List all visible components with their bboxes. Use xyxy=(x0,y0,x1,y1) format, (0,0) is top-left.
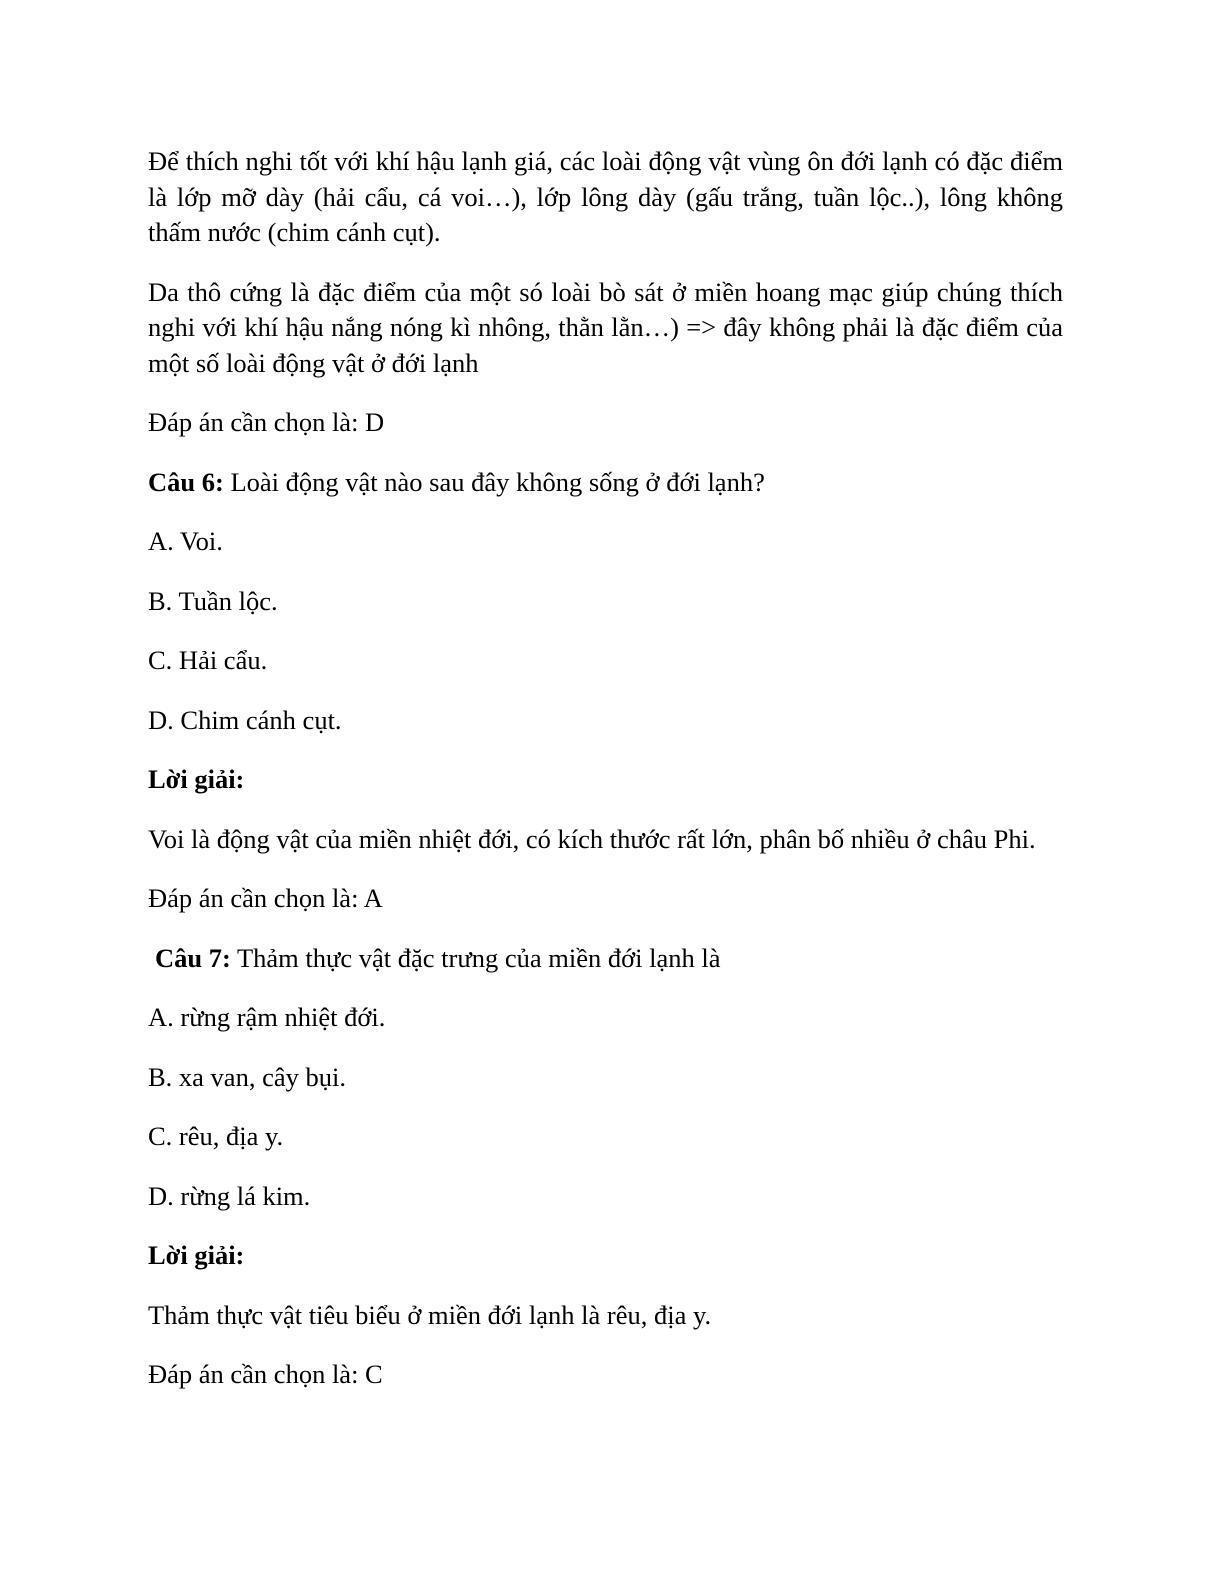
question-6-label: Câu 6: xyxy=(148,466,224,497)
question-6 xyxy=(148,465,1063,501)
answer-q5: Đáp án cần chọn là: D xyxy=(148,407,385,437)
q6-solution-text: Voi là động vật của miền nhiệt đới, có kích thước rất lớn, phân bố nhiều ở châu Phi. xyxy=(148,823,1036,854)
q7-option-d: D. rừng lá kim. xyxy=(148,1180,311,1211)
document-page xyxy=(148,144,1063,1417)
question-6-text: Loài động vật nào sau đây không sống ở đới lạnh? xyxy=(223,466,765,497)
question-7-text: Thảm thực vật đặc trưng của miền đới lạnh là xyxy=(230,942,721,973)
question-7 xyxy=(148,941,1063,977)
q6-option-d: D. Chim cánh cụt. xyxy=(148,704,342,735)
q7-solution-text: Thảm thực vật tiêu biểu ở miền đới lạnh là rêu, địa y. xyxy=(148,1299,712,1330)
q6-option-c: C. Hải cẩu. xyxy=(148,645,268,675)
q6-answer: Đáp án cần chọn là: A xyxy=(148,883,383,913)
q7-answer: Đáp án cần chọn là: C xyxy=(148,1359,383,1389)
q6-option-b: B. Tuần lộc. xyxy=(148,585,278,616)
paragraph-desert-reptiles: Da thô cứng là đặc điểm của một só loài bò sát ở miền hoang mạc giúp chúng thích nghi với khí hậu nắng nóng kì nhông, thằn lằn…) => đây không phải là đặc điểm của một số loài động vật ở đới lạnh xyxy=(148,276,1063,378)
paragraph-adaptation: Để thích nghi tốt với khí hậu lạnh giá, các loài động vật vùng ôn đới lạnh có đặc điểm là lớp mỡ dày (hải cẩu, cá voi…), lớp lông dày (gấu trắng, tuần lộc..), lông không thấm nước (chim cánh cụt). xyxy=(148,146,1063,247)
q6-solution-label: Lời giải: xyxy=(148,764,245,794)
q7-option-b: B. xa van, cây bụi. xyxy=(148,1061,346,1092)
q7-solution-label: Lời giải: xyxy=(148,1240,245,1270)
q7-option-a: A. rừng rậm nhiệt đới. xyxy=(148,1002,386,1032)
q7-option-c: C. rêu, địa y. xyxy=(148,1121,284,1151)
q6-option-a: A. Voi. xyxy=(148,526,223,556)
question-7-label: Câu 7: xyxy=(155,942,231,973)
